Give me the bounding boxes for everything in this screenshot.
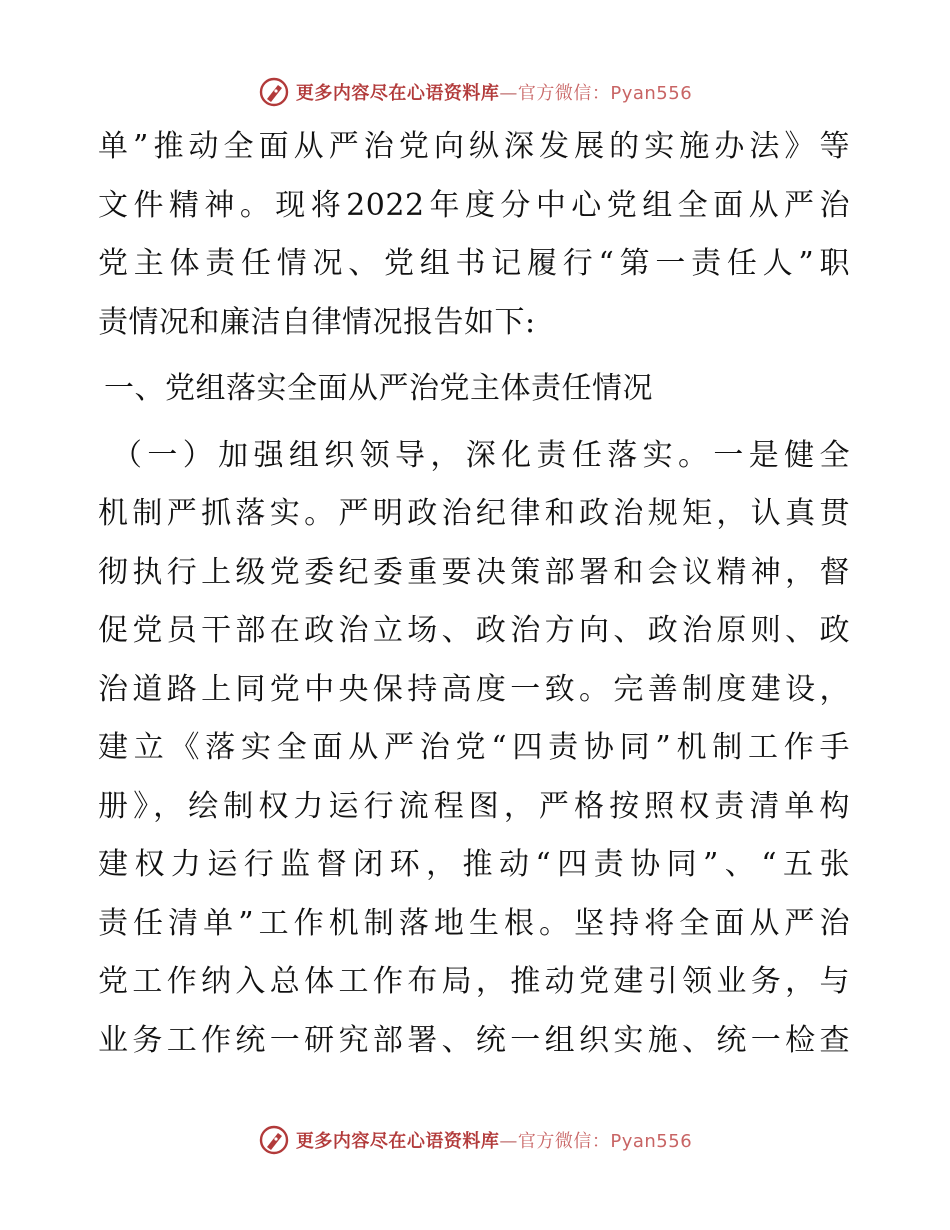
footer-banner	[0, 1120, 950, 1160]
section-line-9: 责任清单”工作机制落地生根。坚持将全面从严治	[98, 905, 850, 941]
section-heading: 一、党组落实全面从严治党主体责任情况	[104, 371, 653, 406]
section-line-6: 建立《落实全面从严治党“四责协同”机制工作手	[98, 730, 850, 765]
section-line-4: 促党员干部在政治立场、政治方向、政治原则、政	[98, 613, 850, 648]
body-line-2: 文件精神。现将2022年度分中心党组全面从严治	[98, 187, 850, 223]
banner-brand: 更多内容尽在心语资料库	[295, 83, 500, 104]
document-body	[98, 118, 850, 1070]
section-line-3: 彻执行上级党委纪委重要决策部署和会议精神，督	[98, 554, 850, 590]
banner-text	[296, 1127, 692, 1153]
body-line-1: 单”推动全面从严治党向纵深发展的实施办法》等	[98, 129, 850, 164]
section-line-10: 党工作纳入总体工作布局，推动党建引领业务，与	[98, 964, 850, 999]
section-line-5: 治道路上同党中央保持高度一致。完善制度建设，	[98, 671, 850, 707]
section-line-8: 建权力运行监督闭环，推动“四责协同”、“五张	[98, 847, 850, 882]
section-line-11: 业务工作统一研究部署、统一组织实施、统一检查	[98, 1022, 850, 1058]
body-line-4: 责情况和廉洁自律情况报告如下:	[98, 304, 536, 340]
banner-brand: 更多内容尽在心语资料库	[295, 1131, 500, 1152]
body-line-3: 党主体责任情况、党组书记履行“第一责任人”职	[98, 246, 850, 281]
banner-text	[296, 79, 692, 105]
section-line-7: 册》，绘制权力运行流程图，严格按照权责清单构	[98, 788, 850, 824]
section-line-1: （一）加强组织领导，深化责任落实。一是健全	[112, 437, 850, 473]
pen-nib-circle-icon	[258, 1124, 290, 1156]
header-banner	[0, 72, 950, 112]
pen-nib-circle-icon	[258, 76, 290, 108]
banner-separator: —	[499, 83, 518, 104]
banner-separator: —	[499, 1131, 518, 1152]
banner-contact: 官方微信：Pyan556	[517, 83, 693, 104]
section-line-2: 机制严抓落实。严明政治纪律和政治规矩，认真贯	[98, 496, 850, 531]
banner-contact: 官方微信：Pyan556	[517, 1131, 693, 1152]
